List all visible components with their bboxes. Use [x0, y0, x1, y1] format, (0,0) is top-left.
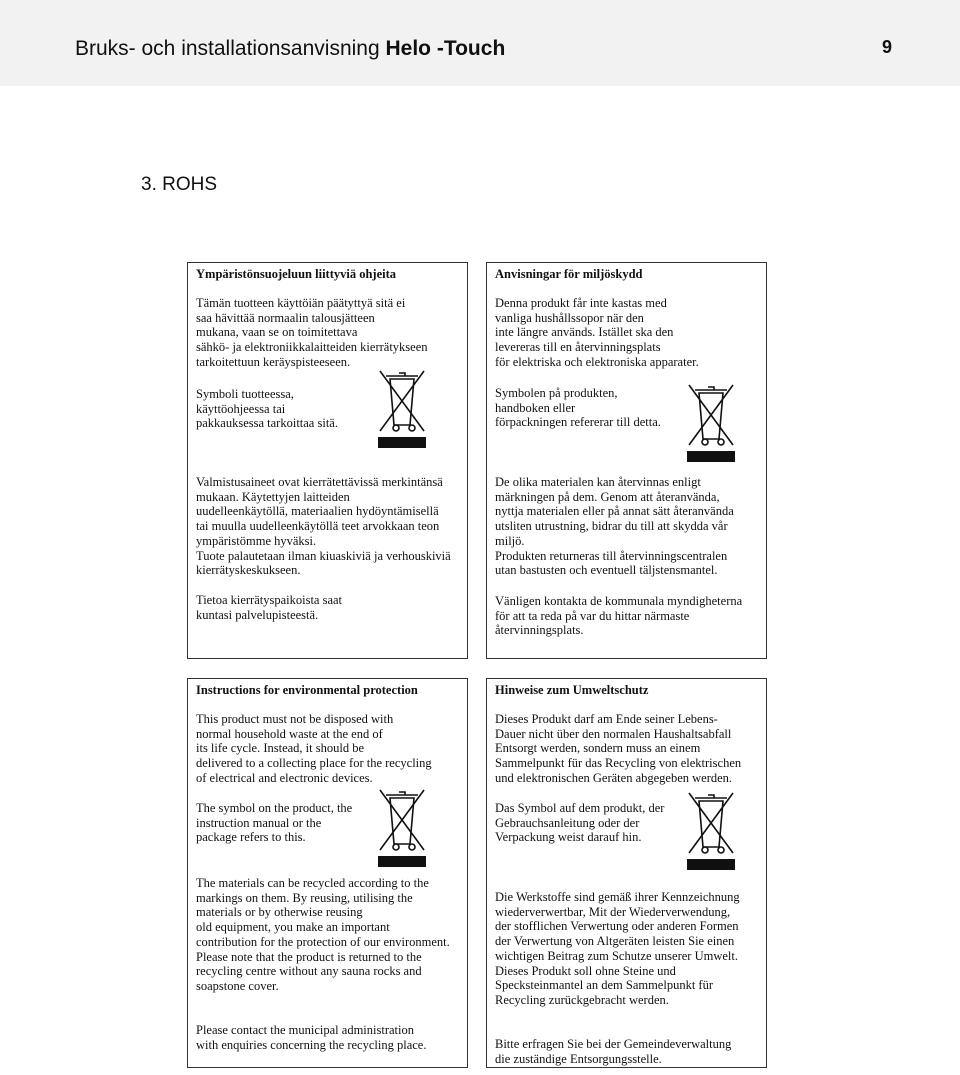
- swedish-para-1: Denna produkt får inte kastas med vanliga hushållssopor när den inte längre används. Istället ska den levereras till en återvinningsplats för elektriska och elektroniska apparater.: [495, 296, 699, 369]
- finnish-para-2: Symboli tuotteessa, käyttöohjeessa tai pakkauksessa tarkoittaa sitä.: [196, 387, 338, 431]
- swedish-heading: Anvisningar för miljöskydd: [495, 267, 643, 281]
- weee-bin-icon: [376, 367, 428, 449]
- weee-bin-icon: [685, 789, 737, 871]
- german-para-4: Bitte erfragen Sie bei der Gemeindeverwaltung die zuständige Entsorgungsstelle.: [495, 1037, 732, 1066]
- finnish-box: [187, 262, 468, 659]
- german-box: [486, 678, 767, 1068]
- english-heading: Instructions for environmental protection: [196, 683, 418, 697]
- finnish-heading: Ympäristönsuojeluun liittyviä ohjeita: [196, 267, 397, 281]
- page-header: [0, 0, 960, 86]
- swedish-box: [486, 262, 767, 659]
- weee-bin-icon: [376, 786, 428, 868]
- weee-bin-icon: [685, 381, 737, 463]
- german-heading: Hinweise zum Umweltschutz: [495, 683, 649, 697]
- german-para-1: Dieses Produkt darf am Ende seiner Lebens- Dauer nicht über den normalen Haushaltsabfall Entsorgt werden, sondern muss an einem Sammelpunkt für das Recycling von elektrischen und elektronischen Geräten abgegeben werden.: [495, 712, 742, 785]
- english-para-2: The symbol on the product, the instruction manual or the package refers to this.: [196, 801, 353, 845]
- swedish-para-3: De olika materialen kan återvinnas enligt märkningen på dem. Genom att återanvända, nyttja materialen eller på annat sätt återanvända utsliten utrustning, bidrar du till att skydda vår miljö. Produkten returneras till återvinningscentralen utan bastusten och eventuell täljstensmantel.: [495, 475, 734, 578]
- english-box: [187, 678, 468, 1068]
- english-para-1: This product must not be disposed with normal household waste at the end of its life cycle. Instead, it should be delivered to a collecting place for the recycling of electrical and electronic devices.: [196, 712, 432, 785]
- english-para-3: The materials can be recycled according to the markings on them. By reusing, utilising the materials or by otherwise reusing old equipment, you make an important contribution for the protection of our environment. Please note that the product is returned to the recycling centre without any sauna rocks and soapstone cover.: [196, 876, 450, 993]
- german-para-3: Die Werkstoffe sind gemäß ihrer Kennzeichnung wiederverwertbar, Mit der Wiederverwendung, der stofflichen Verwertung oder anderen Formen der Verwertung von Altgeräten leisten Sie einen wichtigen Beitrag zum Schutze unserer Umwelt. Dieses Produkt soll ohne Steine und Specksteinmantel an dem Sammelpunkt für Recycling zurückgebracht werden.: [495, 890, 740, 1007]
- german-para-2: Das Symbol auf dem produkt, der Gebrauchsanleitung oder der Verpackung weist darauf hin.: [495, 801, 665, 845]
- swedish-para-4: Vänligen kontakta de kommunala myndigheterna för att ta reda på var du hittar närmaste återvinningsplats.: [495, 594, 743, 638]
- section-heading: 3. ROHS: [141, 174, 218, 195]
- page-number: 9: [881, 37, 892, 57]
- swedish-para-2: Symbolen på produkten, handboken eller förpackningen refererar till detta.: [495, 386, 661, 430]
- finnish-para-1: Tämän tuotteen käyttöiän päätyttyä sitä ei saa hävittää normaalin talousjätteen mukana, vaan se on toimitettava sähkö- ja elektroniikkalaitteiden kierrätykseen tarkoitettuun keräyspisteeseen.: [196, 296, 428, 369]
- finnish-para-4: Tietoa kierrätyspaikoista saat kuntasi palvelupisteestä.: [196, 593, 343, 622]
- document-title: Bruks- och installationsanvisning Helo -Touch: [75, 37, 506, 60]
- finnish-para-3: Valmistusaineet ovat kierrätettävissä merkintänsä mukaan. Käytettyjen laitteiden uudelleenkäytöllä, materiaalien hydöyntämisellä tai muulla uudelleenkäytöllä teet arvokkaan teon ympäristömme hyväksi. Tuote palautetaan ilman kiuaskiviä ja verhouskiviä kierrätyskeskukseen.: [196, 475, 451, 578]
- english-para-4: Please contact the municipal administration with enquiries concerning the recycling place.: [196, 1023, 427, 1052]
- product-name: Helo -Touch: [385, 37, 506, 60]
